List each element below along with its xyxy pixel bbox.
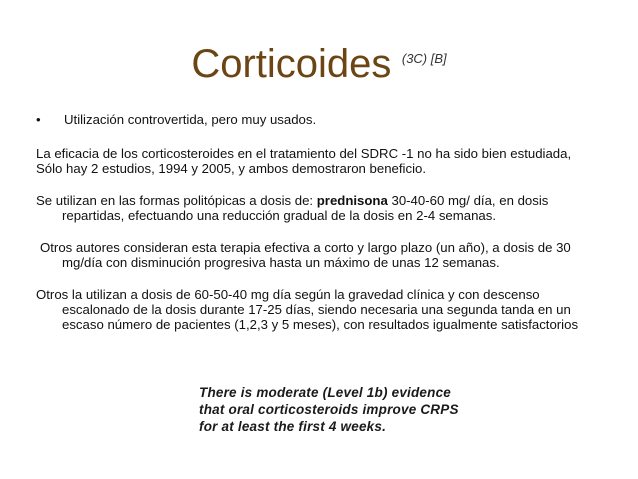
drug-name: prednisona [316, 193, 388, 208]
paragraph-other-authors [36, 240, 608, 270]
paragraph-alternative-regimen [36, 287, 608, 332]
paragraph-other-authors-text: Otros autores consideran esta terapia efectiva a corto y largo plazo (un año), a dosis de 30 mg/día con disminución progresiva hasta un máximo de unas 12 semanas. [40, 240, 571, 270]
bullet-text: Utilización controvertida, pero muy usados. [64, 112, 317, 127]
evidence-line1: There is moderate (Level 1b) evidence [199, 385, 451, 400]
paragraph-efficacy-line1: La eficacia de los corticosteroides en el tratamiento del SDRC -1 no ha sido bien estudiada, [36, 146, 572, 161]
title-main: Corticoides [191, 42, 392, 86]
paragraph-dosage [36, 193, 608, 223]
slide-body [36, 112, 608, 349]
title-evidence-grade: (3C) [B] [401, 51, 447, 66]
evidence-image-text [199, 384, 459, 435]
bullet-item [36, 112, 608, 127]
paragraph-efficacy-line2: Sólo hay 2 estudios, 1994 y 2005, y ambos demostraron beneficio. [36, 161, 427, 176]
slide-title [0, 42, 638, 87]
paragraph-dosage-before: Se utilizan en las formas politópicas a dosis de: [36, 193, 317, 208]
evidence-line3: for at least the first 4 weeks. [199, 419, 387, 434]
paragraph-dosage-after: 30-40-60 mg/ día, en dosis repartidas, efectuando una reducción gradual de la dosis en 2-4 semanas. [62, 193, 549, 223]
paragraph-alternative-regimen-text: Otros la utilizan a dosis de 60-50-40 mg día según la gravedad clínica y con descenso escalonado de la dosis durante 17-25 días, siendo necesaria una segunda tanda en un escaso número de pacientes (1,2,3 y 5 meses), con resultados igualmente satisfactorios [36, 287, 579, 332]
evidence-line2: that oral corticosteroids improve CRPS [199, 402, 459, 417]
bullet-icon: • [36, 112, 41, 127]
paragraph-efficacy [36, 146, 608, 176]
